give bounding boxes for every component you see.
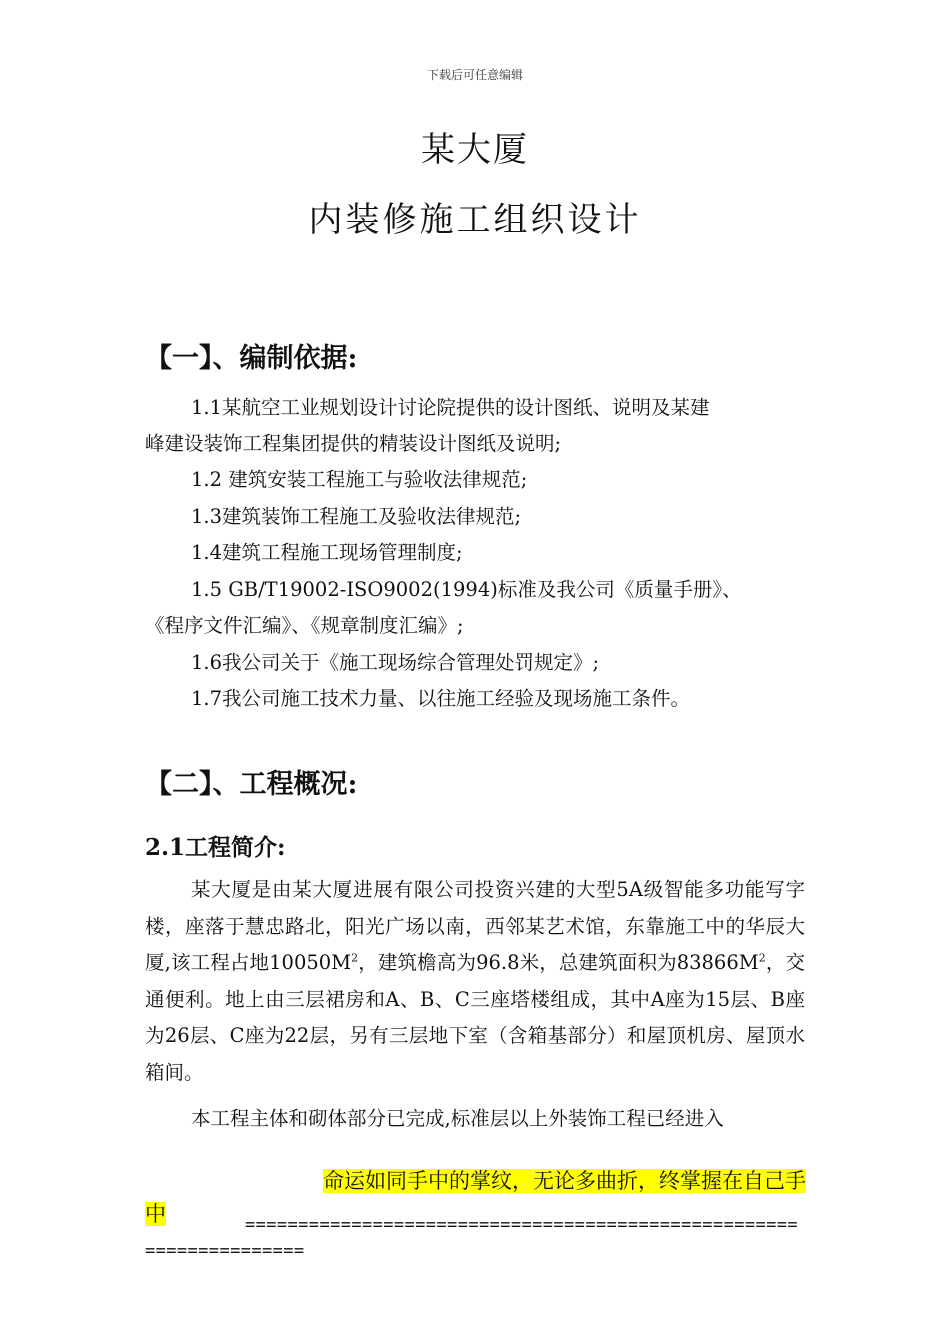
basis-item: 1.4建筑工程施工现场管理制度; xyxy=(191,541,463,564)
document-subtitle: 内装修施工组织设计 xyxy=(308,200,642,240)
section2-subheading: 2.1工程简介: xyxy=(145,834,286,861)
basis-item: 1.1某航空工业规划设计讨论院提供的设计图纸、说明及某建 xyxy=(191,396,710,419)
page-header: 下载后可任意编辑 xyxy=(426,68,523,82)
document-title: 某大厦 xyxy=(421,130,529,170)
basis-item: 1.6我公司关于《施工现场综合管理处罚规定》; xyxy=(191,651,600,674)
overview-text-c: ，交通便利。地上由三层裙房和A、B、C三座塔楼组成，其中A座为15层、B座为26层、C座为22层，另有三层地下室（含箱基部分）和屋顶机房、屋顶水箱间。 xyxy=(145,951,805,1084)
superscript: 2 xyxy=(758,951,766,965)
basis-item: 1.7我公司施工技术力量、以往施工经验及现场施工条件。 xyxy=(191,687,691,710)
separator-line: =================================================================== xyxy=(145,1215,799,1261)
basis-item: 《程序文件汇编》、《规章制度汇编》; xyxy=(145,614,464,637)
superscript: 2 xyxy=(351,951,359,965)
basis-item: 1.5 GB/T19002-ISO9002(1994)标准及我公司《质量手册》、 xyxy=(191,578,742,601)
overview-paragraph xyxy=(145,872,805,1091)
section1-heading: 【一】、编制依据: xyxy=(145,343,358,374)
overview-text-b: ，建筑檐高为96.8米，总建筑面积为83866M xyxy=(358,951,759,974)
progress-paragraph: 本工程主体和砌体部分已完成,标准层以上外装饰工程已经进入 xyxy=(191,1107,724,1130)
highlighted-quote: 命运如同手中的掌纹，无论多曲折，终掌握在自己手中 xyxy=(145,1169,806,1226)
basis-item: 1.3建筑装饰工程施工及验收法律规范; xyxy=(191,505,522,528)
basis-item: 峰建设装饰工程集团提供的精装设计图纸及说明; xyxy=(145,432,562,455)
section2-heading: 【二】、工程概况: xyxy=(145,769,358,800)
basis-item: 1.2 建筑安装工程施工与验收法律规范; xyxy=(191,468,528,491)
overview-text-a: 某大厦是由某大厦进展有限公司投资兴建的大型5A级智能多功能写字楼，座落于慧忠路北，阳光广场以南，西邻某艺术馆，东靠施工中的华辰大厦,该工程占地10050M xyxy=(145,878,805,974)
